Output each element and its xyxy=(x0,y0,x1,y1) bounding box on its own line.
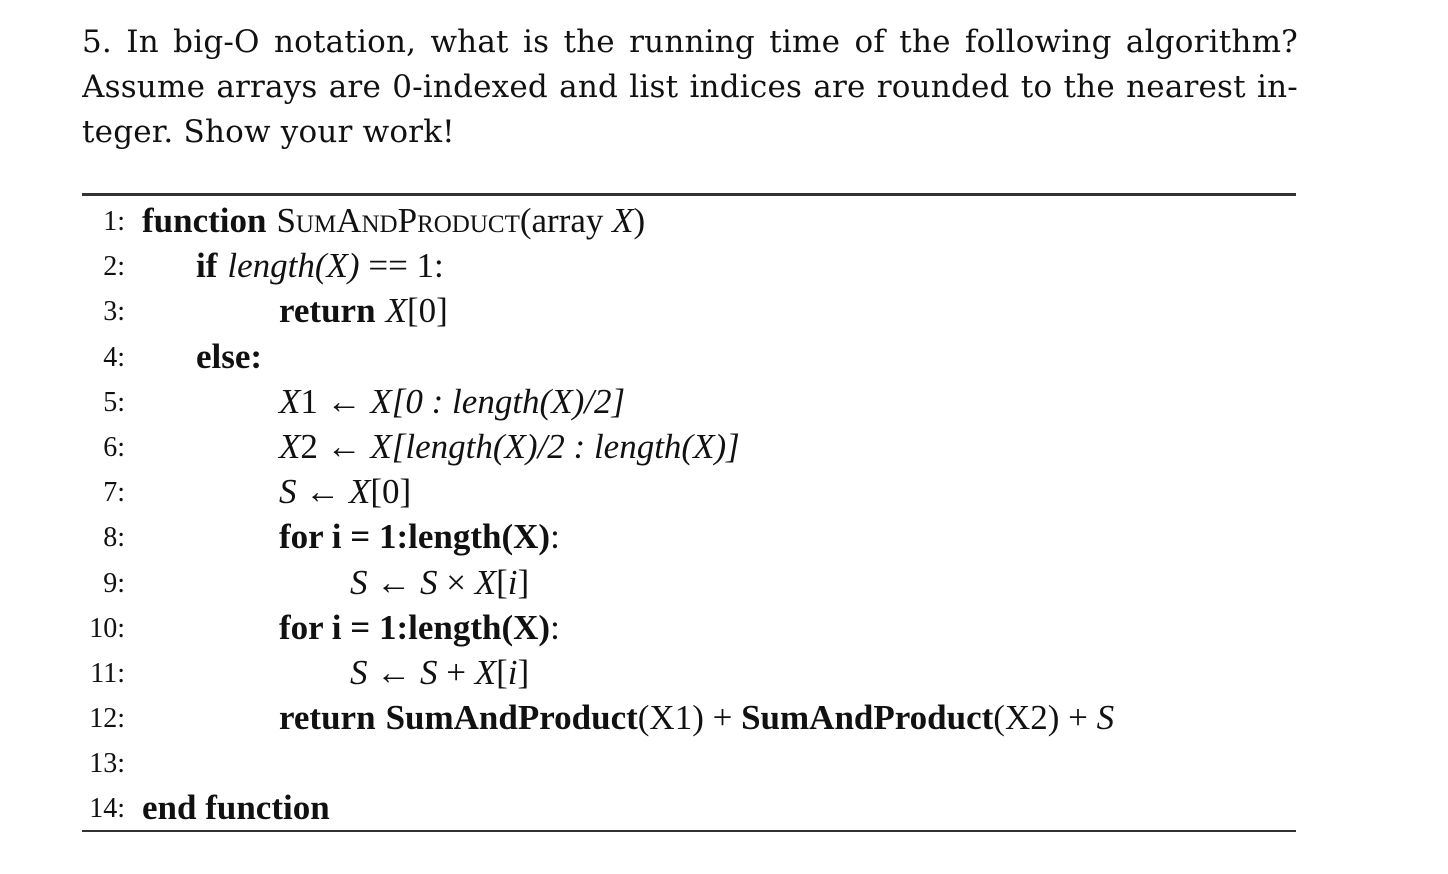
algorithm-line xyxy=(82,695,1296,740)
var-x: X xyxy=(385,291,407,331)
line-number: 3: xyxy=(103,296,125,328)
var-s: S xyxy=(1096,698,1115,738)
operator: × xyxy=(437,562,475,602)
question-line-3: teger. Show your work! xyxy=(82,114,455,150)
keyword: else: xyxy=(196,336,263,376)
for-loop-header: for i = 1:length(X) xyxy=(279,517,551,557)
algorithm-block xyxy=(82,198,1296,831)
function-call: SumAndProduct xyxy=(385,698,638,738)
algorithm-top-rule xyxy=(82,193,1296,196)
keyword: function xyxy=(142,201,267,240)
rhs: X xyxy=(370,381,392,421)
question-line-2: Assume arrays are 0-indexed and list indices are rounded to the nearest in- xyxy=(82,69,1298,105)
call-args: (X1) + xyxy=(637,698,742,738)
line-number: 4: xyxy=(103,341,125,373)
bracket-close: ] xyxy=(517,652,530,692)
index: [0] xyxy=(406,291,448,331)
condition-rest: == 1: xyxy=(359,246,444,286)
algorithm-line xyxy=(82,379,1296,424)
algorithm-line xyxy=(82,198,1296,243)
code-line xyxy=(279,695,1114,740)
operand-s: S xyxy=(420,652,438,692)
code-line xyxy=(350,560,529,605)
assign-arrow: ← xyxy=(317,426,371,466)
assign-arrow: ← xyxy=(367,562,420,602)
function-args: (array xyxy=(519,201,613,240)
operator: + xyxy=(437,652,475,692)
operand-x: X xyxy=(474,562,497,602)
operand-x: X xyxy=(474,652,497,692)
lhs-suffix: 2 xyxy=(300,426,318,466)
code-line xyxy=(279,424,740,469)
paren-close: ) xyxy=(633,201,646,240)
algorithm-line xyxy=(82,334,1296,379)
line-number: 1: xyxy=(103,206,125,237)
lhs: S xyxy=(350,652,368,692)
line-number: 14: xyxy=(89,793,125,825)
algorithm-line xyxy=(82,785,1296,830)
lhs: S xyxy=(279,472,297,512)
algorithm-line xyxy=(82,560,1296,605)
bracket-open: [ xyxy=(496,562,508,602)
keyword: end function xyxy=(142,788,330,828)
code-line xyxy=(279,605,560,650)
question-line-1: 5. In big-O notation, what is the running time of the following algorithm? xyxy=(82,24,1298,60)
line-number: 12: xyxy=(89,703,125,735)
code-line xyxy=(142,785,330,830)
algorithm-line xyxy=(82,288,1296,333)
line-number: 2: xyxy=(103,251,125,283)
keyword: return xyxy=(279,698,376,738)
colon: : xyxy=(550,607,560,647)
line-number: 5: xyxy=(103,386,125,418)
assign-arrow: ← xyxy=(317,381,371,421)
line-number: 8: xyxy=(103,522,125,554)
algorithm-line xyxy=(82,740,1296,785)
line-number: 7: xyxy=(103,477,125,509)
algorithm-line xyxy=(82,650,1296,695)
bracket-open: [ xyxy=(496,652,508,692)
rhs: X xyxy=(349,472,371,512)
algorithm-line xyxy=(82,605,1296,650)
code-line xyxy=(279,379,625,424)
keyword: return xyxy=(279,291,376,331)
question-text xyxy=(82,20,1298,155)
algorithm-bottom-rule xyxy=(82,830,1296,832)
code-line xyxy=(279,469,411,514)
code-line xyxy=(279,514,560,559)
for-loop-header: for i = 1:length(X) xyxy=(279,607,551,647)
condition: length(X) xyxy=(227,246,360,286)
code-line xyxy=(142,198,645,243)
function-name: SumAndProduct xyxy=(276,201,520,240)
lhs-suffix: 1 xyxy=(300,381,318,421)
rhs-slice: [0 : length(X)/2] xyxy=(391,381,626,421)
line-number: 6: xyxy=(103,431,125,463)
assign-arrow: ← xyxy=(367,652,420,692)
lhs: S xyxy=(350,562,368,602)
var-x: X xyxy=(612,201,634,240)
assign-arrow: ← xyxy=(296,472,349,512)
code-line xyxy=(279,288,448,333)
lhs: X xyxy=(279,426,301,466)
operand-s: S xyxy=(420,562,438,602)
lhs: X xyxy=(279,381,301,421)
code-line xyxy=(196,334,262,379)
algorithm-line xyxy=(82,514,1296,559)
keyword: if xyxy=(196,246,218,286)
algorithm-line xyxy=(82,424,1296,469)
code-line xyxy=(196,243,444,288)
index-var: i xyxy=(507,562,518,602)
call-args: (X2) + xyxy=(993,698,1097,738)
algorithm-line xyxy=(82,243,1296,288)
line-number: 11: xyxy=(90,657,125,689)
rhs: X xyxy=(370,426,392,466)
index: [0] xyxy=(370,472,412,512)
index-var: i xyxy=(507,652,518,692)
function-call: SumAndProduct xyxy=(741,698,994,738)
line-number: 10: xyxy=(89,612,125,644)
colon: : xyxy=(550,517,560,557)
bracket-close: ] xyxy=(517,562,530,602)
code-line xyxy=(350,650,529,695)
algorithm-line xyxy=(82,469,1296,514)
rhs-slice: [length(X)/2 : length(X)] xyxy=(391,426,740,466)
line-number: 9: xyxy=(103,567,125,599)
line-number: 13: xyxy=(89,748,125,780)
